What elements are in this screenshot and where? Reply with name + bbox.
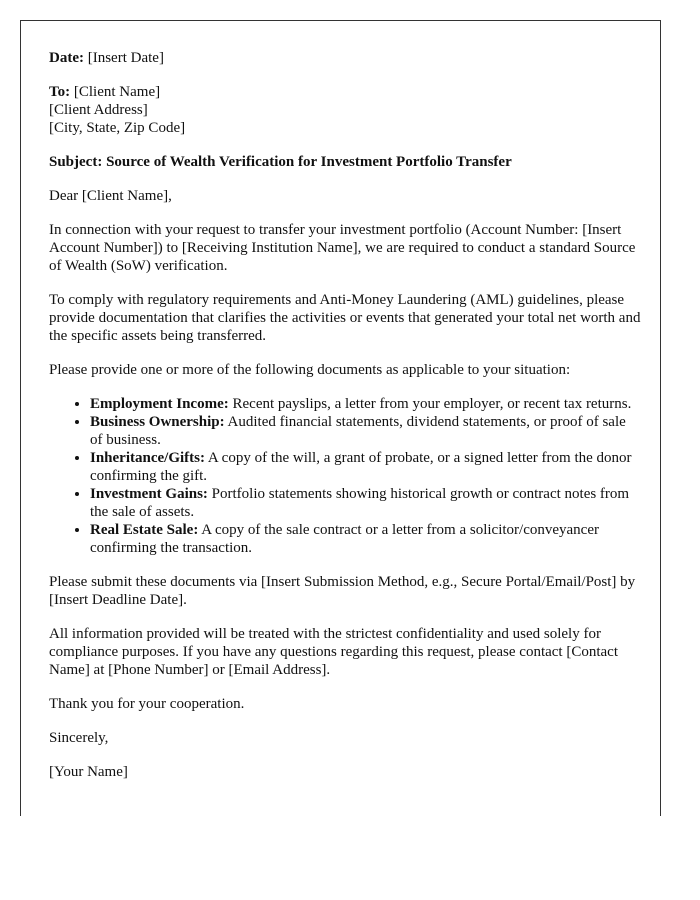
subject-text: Subject: Source of Wealth Verification for Investment Portfolio Transfer: [49, 154, 512, 170]
list-item-text: Portfolio statements showing historical growth or contract notes from the sale of assets.: [90, 486, 630, 520]
signoff: Sincerely,: [49, 730, 109, 746]
list-item-text: Recent payslips, a letter from your employer, or recent tax returns.: [228, 396, 632, 412]
paragraph-submission: Please submit these documents via [Insert Submission Method, e.g., Secure Portal/Email/Post] by [Insert Deadline Date].: [49, 574, 636, 608]
paragraph-confidentiality: All information provided will be treated with the strictest confidentiality and used solely for compliance purposes. If you have any questions regarding this request, please contact [Contact Name] at [Phone Number] or [Email Address].: [49, 626, 618, 678]
letter-content: [49, 49, 641, 797]
recipient-address: [Client Address]: [49, 102, 148, 118]
to-label: To:: [49, 84, 71, 100]
list-item: [90, 521, 641, 557]
list-item: [90, 413, 641, 449]
paragraph-thanks: Thank you for your cooperation.: [49, 696, 245, 712]
date-label: Date:: [49, 50, 84, 66]
subject-line: [49, 153, 641, 171]
letter-page: [20, 20, 661, 816]
list-item-text: Audited financial statements, dividend statements, or proof of sale of business.: [90, 414, 626, 448]
recipient-city: [City, State, Zip Code]: [49, 120, 186, 136]
paragraph-compliance: To comply with regulatory requirements and Anti-Money Laundering (AML) guidelines, please provide documentation that clarifies the activities or events that generated your total net worth and the specific assets being transferred.: [49, 292, 641, 344]
date-value: [Insert Date]: [87, 50, 164, 66]
list-item-title: Inheritance/Gifts:: [90, 450, 205, 466]
signature: [Your Name]: [49, 764, 128, 780]
list-item-text: A copy of the will, a grant of probate, or a signed letter from the donor confirming the gift.: [90, 450, 632, 484]
recipient-name: [Client Name]: [73, 84, 161, 100]
list-item-title: Investment Gains:: [90, 486, 208, 502]
salutation: Dear [Client Name],: [49, 188, 172, 204]
recipient-block: [49, 83, 641, 137]
list-item: [90, 449, 641, 485]
date-line: [49, 49, 641, 67]
list-item-title: Business Ownership:: [90, 414, 225, 430]
list-item-title: Real Estate Sale:: [90, 522, 199, 538]
documents-list: [49, 395, 641, 557]
paragraph-request: Please provide one or more of the following documents as applicable to your situation:: [49, 362, 571, 378]
list-item-text: A copy of the sale contract or a letter from a solicitor/conveyancer confirming the transaction.: [90, 522, 599, 556]
list-item: [90, 485, 641, 521]
list-item-title: Employment Income:: [90, 396, 229, 412]
paragraph-intro: In connection with your request to transfer your investment portfolio (Account Number: [Insert Account Number]) to [Receiving Institution Name], we are required to conduct a standard Source of Wealth (SoW) verification.: [49, 222, 636, 274]
list-item: [90, 395, 641, 413]
